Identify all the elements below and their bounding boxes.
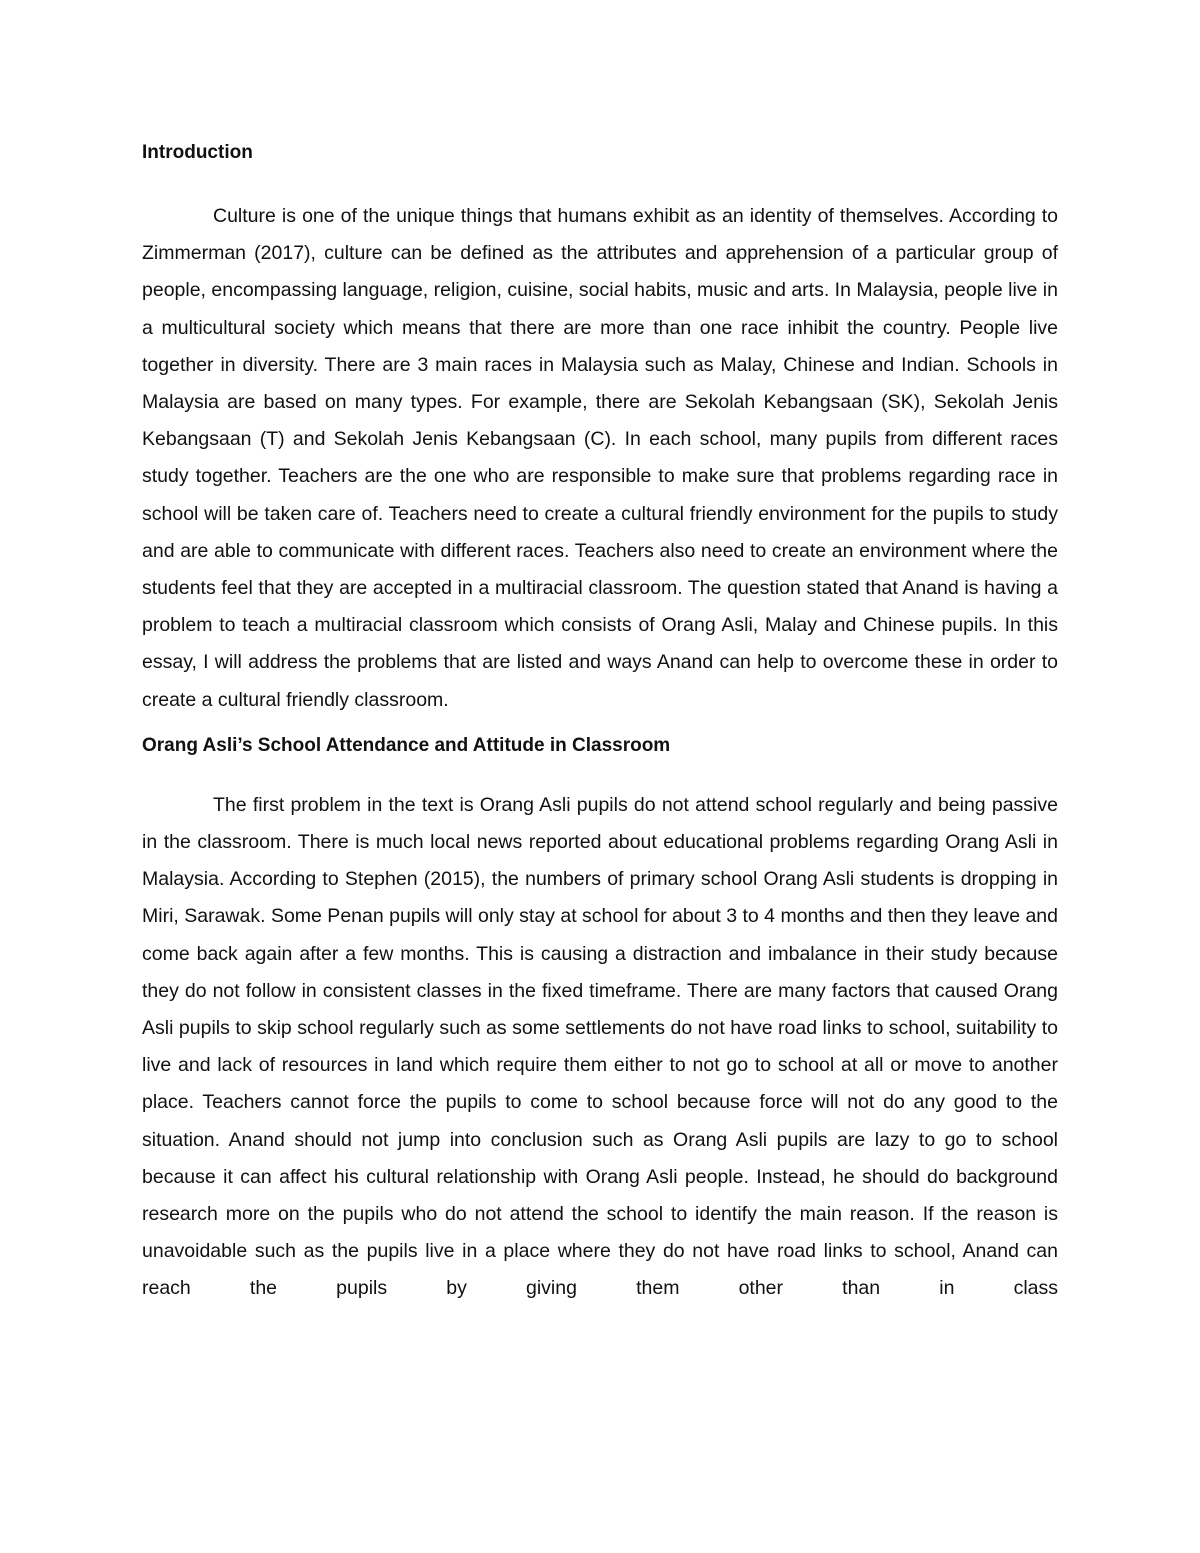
heading-introduction: Introduction: [142, 142, 253, 163]
paragraph-school-attendance: The first problem in the text is Orang Asli pupils do not attend school regularly and being passive in the classroom. There is much local news reported about educational problems regarding Orang Asli in Malaysia. According to Stephen (2015), the numbers of primary school Orang Asli students is dropping in Miri, Sarawak. Some Penan pupils will only stay at school for about 3 to 4 months and then they leave and come back again after a few months. This is causing a distraction and imbalance in their study because they do not follow in consistent classes in the fixed timeframe. There are many factors that caused Orang Asli pupils to skip school regularly such as some settlements do not have road links to school, suitability to live and lack of resources in land which require them either to not go to school at all or move to another place. Teachers cannot force the pupils to come to school because force will not do any good to the situation. Anand should not jump into conclusion such as Orang Asli pupils are lazy to go to school because it can affect his cultural relationship with Orang Asli people. Instead, he should do background research more on the pupils who do not attend the school to identify the main reason. If the reason is unavoidable such as the pupils live in a place where they do not have road links to school, Anand can reach the pupils by giving them other than in class: [142, 793, 1058, 1300]
document-body: [142, 138, 1058, 1308]
paragraph-introduction: Culture is one of the unique things that humans exhibit as an identity of themselves. According to Zimmerman (2017), culture can be defined as the attributes and apprehension of a particular group of people, encompassing language, religion, cuisine, social habits, music and arts. In Malaysia, people live in a multicultural society which means that there are more than one race inhibit the country. People live together in diversity. There are 3 main races in Malaysia such as Malay, Chinese and Indian. Schools in Malaysia are based on many types. For example, there are Sekolah Kebangsaan (SK), Sekolah Jenis Kebangsaan (T) and Sekolah Jenis Kebangsaan (C). In each school, many pupils from different races study together. Teachers are the one who are responsible to make sure that problems regarding race in school will be taken care of. Teachers need to create a cultural friendly environment for the pupils to study and are able to communicate with different races. Teachers also need to create an environment where the students feel that they are accepted in a multiracial classroom. The question stated that Anand is having a problem to teach a multiracial classroom which consists of Orang Asli, Malay and Chinese pupils. In this essay, I will address the problems that are listed and ways Anand can help to overcome these in order to create a cultural friendly classroom.: [142, 205, 1058, 711]
heading-school-attendance: Orang Asli’s School Attendance and Attitude in Classroom: [142, 734, 671, 756]
